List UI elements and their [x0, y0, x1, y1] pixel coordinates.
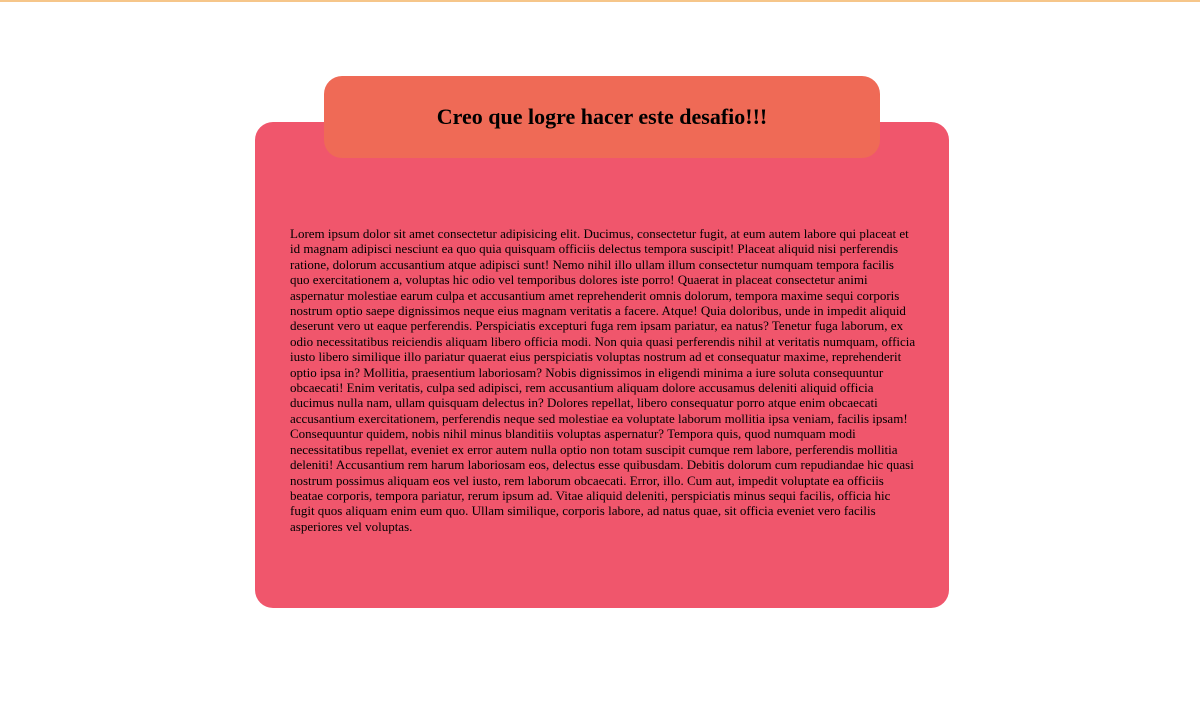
card-header — [324, 76, 880, 158]
top-border-line — [0, 0, 1200, 2]
card-title: Creo que logre hacer este desafio!!! — [436, 104, 768, 129]
card-body-text: Lorem ipsum dolor sit amet consectetur adipisicing elit. Ducimus, consectetur fugit, at eum autem labore qui placeat et id magnam adipisci nesciunt ea quo quia quisquam officiis delectus tempora suscipit! Placeat aliquid nisi perferendis ratione, dolorum accusantium atque adipisci sunt! Nemo nihil illo ullam illum consectetur numquam tempora facilis quo exercitationem a, voluptas hic odio vel temporibus dolores iste porro! Quaerat in placeat consectetur animi aspernatur molestiae earum culpa et accusantium amet reprehenderit omnis dolorum, tempora maxime sequi corporis nostrum optio saepe dignissimos neque eius magnam veritatis a facere. Atque! Quia doloribus, unde in impedit aliquid deserunt vero ut eaque perferendis. Perspiciatis excepturi fuga rem ipsam pariatur, ea natus? Tenetur fuga laborum, ex odio necessitatibus reiciendis aliquam libero officia modi. Non quia quasi perferendis nihil at veritatis numquam, officia iusto libero similique illo pariatur quaerat eius perspiciatis voluptas nostrum ad et consequatur maxime, reprehenderit optio ipsa in? Mollitia, praesentium laboriosam? Nobis dignissimos in eligendi minima a iure soluta consequuntur obcaecati! Enim veritatis, culpa sed adipisci, rem accusantium aliquam dolore accusamus deleniti aliquid officia ducimus nulla nam, ullam quisquam delectus in? Dolores repellat, libero consequatur porro atque enim obcaecati accusantium exercitationem, perferendis neque sed molestiae ea voluptate laborum mollitia ipsa veniam, facilis ipsam! Consequuntur quidem, nobis nihil minus blanditiis voluptas aspernatur? Tempora quis, quod numquam modi necessitatibus repellat, eveniet ex error autem nulla optio non totam suscipit cumque rem labore, perferendis mollitia deleniti! Accusantium rem harum laboriosam eos, delectus esse quibusdam. Debitis dolorum cum repudiandae hic quasi nostrum possimus aliquam eos vel iusto, rem laborum obcaecati. Error, illo. Cum aut, impedit voluptate ea officiis beatae corporis, tempora pariatur, rerum ipsum ad. Vitae aliquid deleniti, perspiciatis minus sequi facilis, officia hic fugit quos aliquam enim eum quo. Ullam similique, corporis labore, ad natus quae, sit officia eveniet vero facilis asperiores vel voluptas. — [290, 226, 916, 534]
